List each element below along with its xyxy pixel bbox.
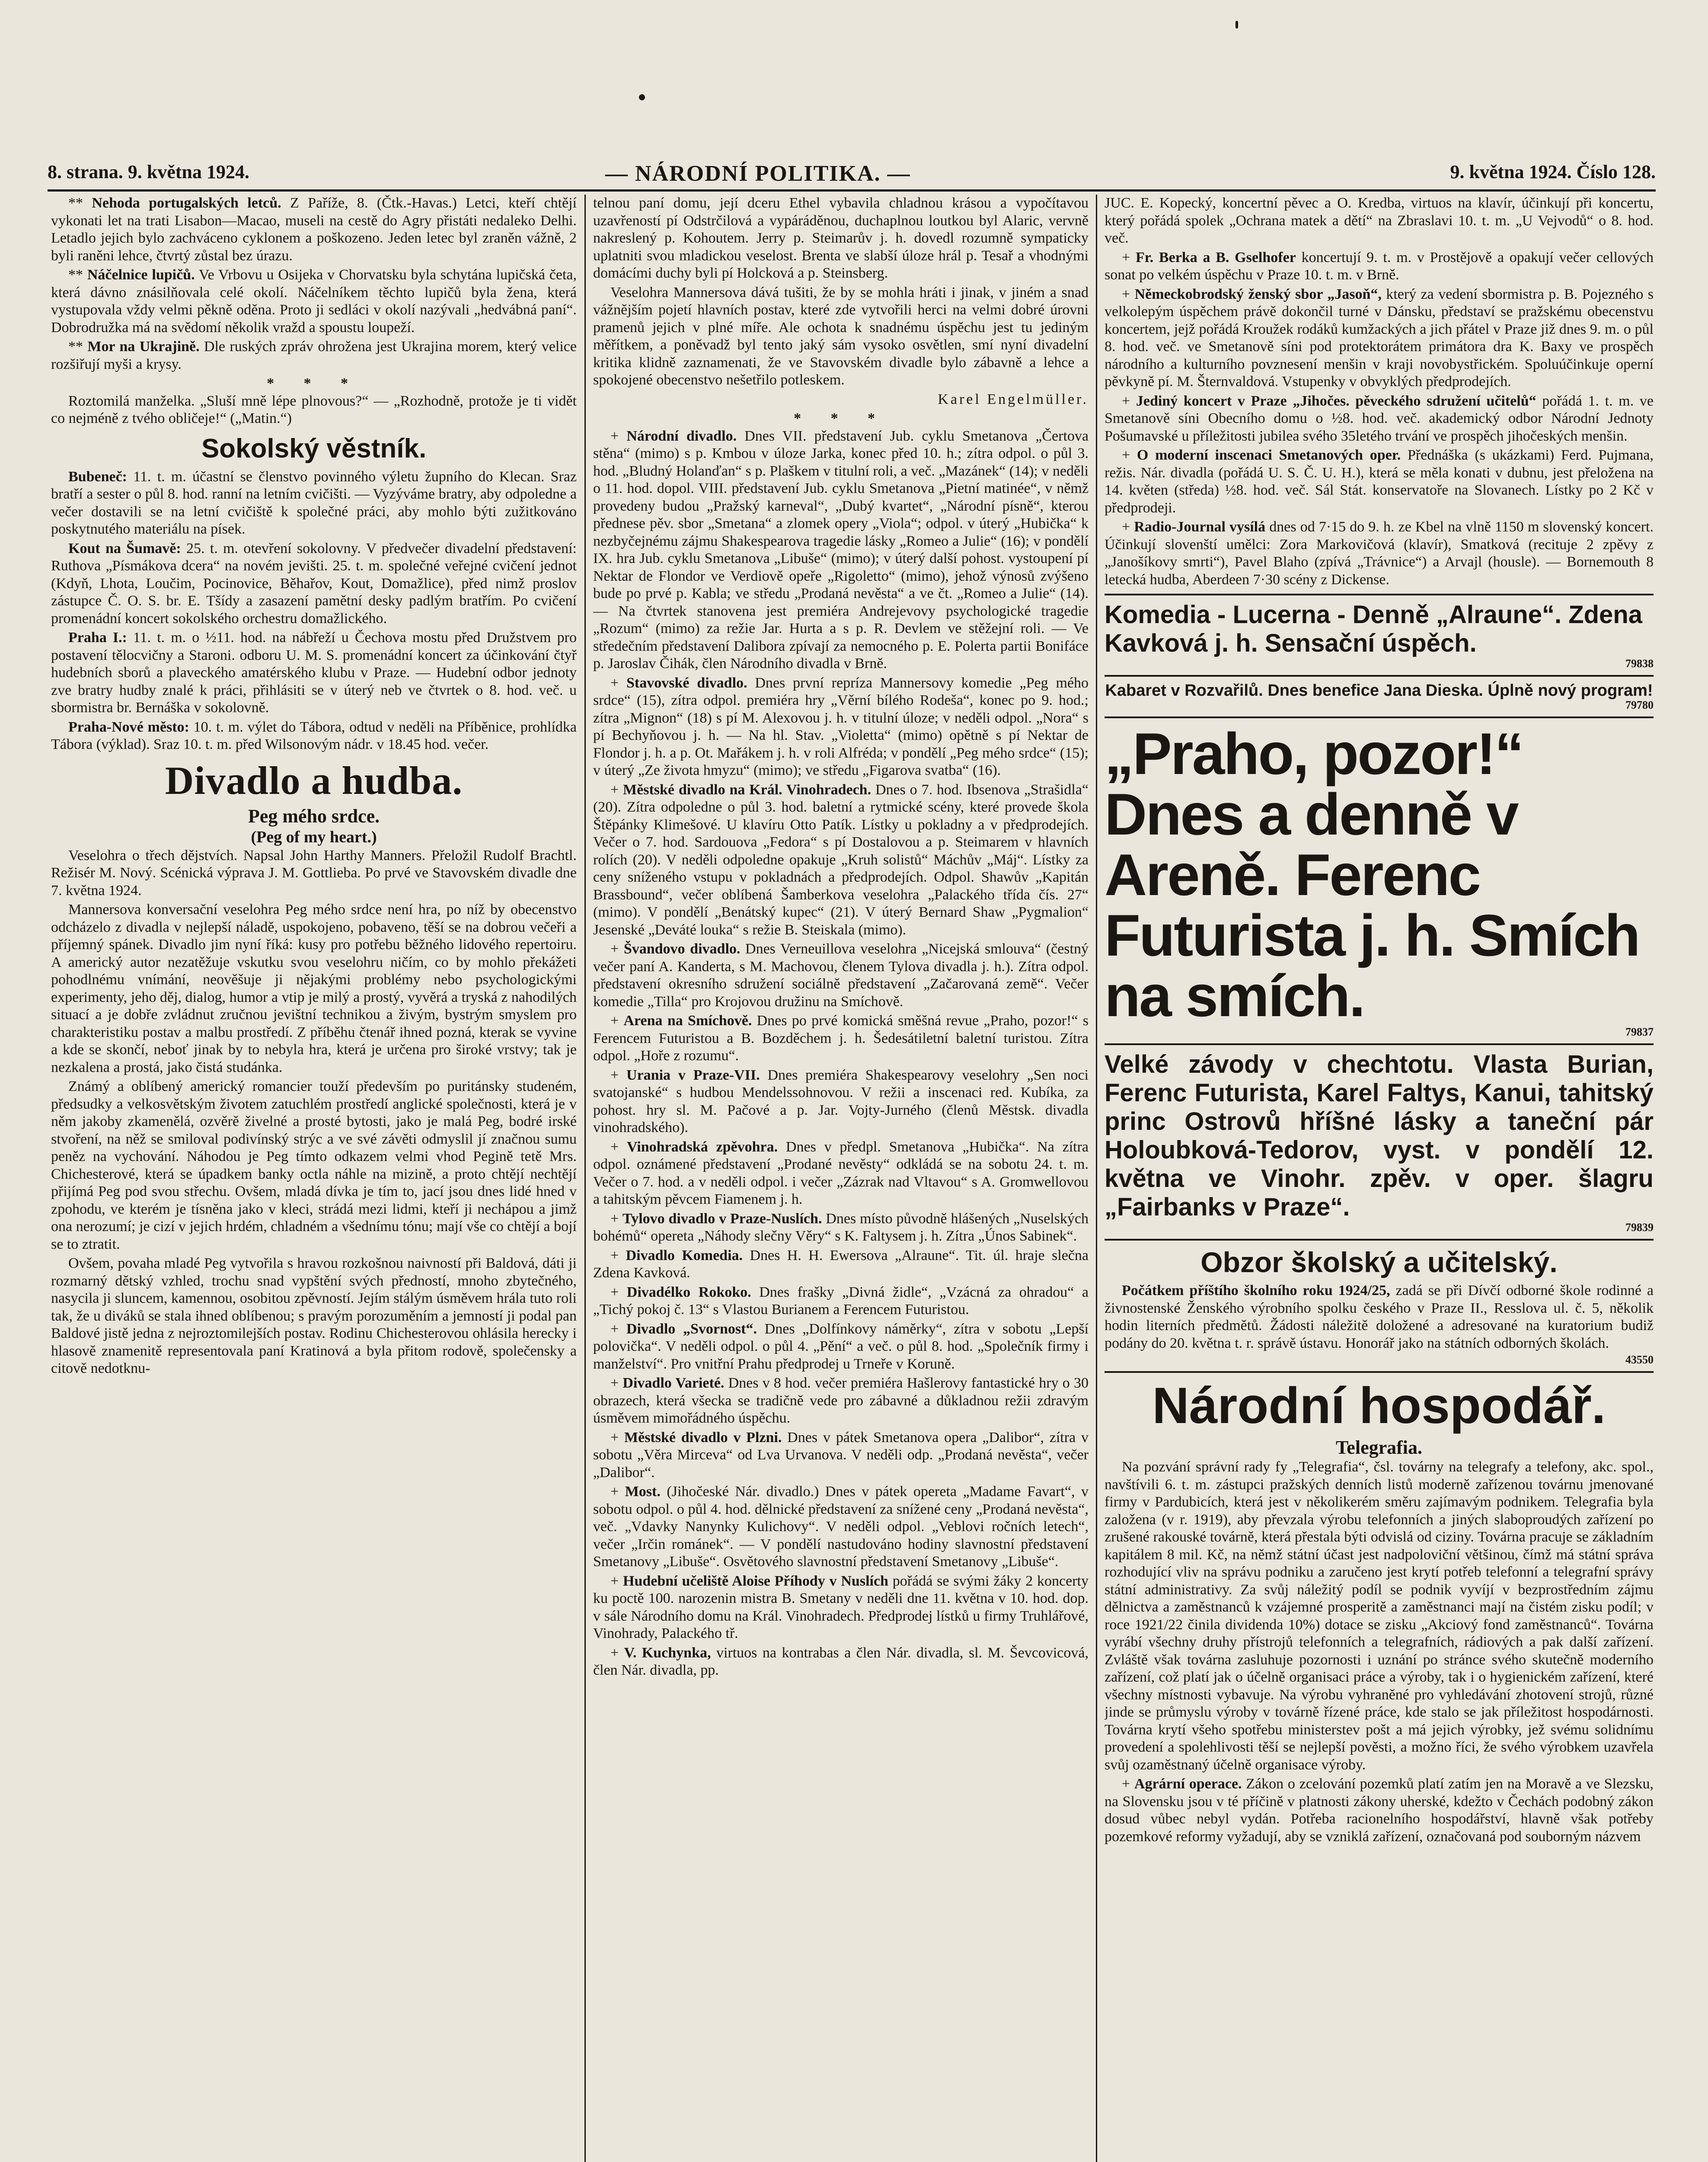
ad-number: 79838: [1625, 657, 1654, 670]
theatre-item-text: Dnes po prvé komická směšná revue „Praho, pozor!“ s Ferencem Futuristou a B. Bozděchem j. h. Šedesátiletní baletní turistou. Zítra odpol. „Hoře z rozumu“.: [593, 1013, 1089, 1064]
concert-item-text: Přednáška (s ukázkami) Ferd. Pujmana, režis. Nár. divadla (pořádá U. S. Č. U. H.), která se měla konati v dubnu, jest přeložena na 14. květen (středa) ½8. hod. več. Sál Stát. konservatoře na Slovanech. Lístky po 2 Kč v předprodeji.: [1105, 447, 1654, 516]
ad-zavody: Velké závody v chechtotu. Vlasta Burian, Ferenc Futurista, Karel Faltys, Kanui, tahitský princ Ostrovů hříšné lásky a taneční pár Holoubková-Tedorov, vyst. v pondělí 12. května ve Vinohr. zpěv. v oper. šlagru „Fairbanks v Praze“.: [1105, 1050, 1654, 1221]
column-3: [1105, 195, 1654, 2162]
news-item-title: Nehoda portugalských letců.: [92, 195, 281, 211]
section-divider: [1105, 1371, 1654, 1373]
news-item-title: Praha-Nové město:: [68, 719, 189, 735]
theatre-item: + Stavovské divadlo. Dnes první repríza Mannersovy komedie „Peg mého srdce“ (15), zítra odpol. premiéra hry „Věrní bílého Rodeša“, konec po 9. hod.; zítra „Mignon“ (18) s pí M. Alexovou j. h. v titulní úloze; v neděli odpol. „Nora“ s pí Bechyňovou j. h. — Na hl. Stav. „Violetta“ (mimo) opětně s pí Nektar de Flondor j. h. a p. Ot. Mařákem j. h. v roli Alfréda; v pondělí „Peg mého srdce“ (15); v úterý „Ze života hmyzu“ (mimo); ve středu „Figarova svatba“ (16).: [593, 675, 1089, 778]
ad-divider: [1105, 594, 1654, 595]
article-item-text: Zákon o zcelování pozemků platí zatím jen na Moravě a ve Slezsku, na Slovensku jsou v té příčině v platnosti zákony uherské, kdežto v Čechách podobný zákon dosud vůbec nebyl vydán. Potřeba racionelního hospodářství, hlavně však potřeby pozemkové reformy vyžadují, aby se vzniklá zařízení, označovaná pod souborným názvem: [1105, 1776, 1654, 1845]
article-item-title: Agrární operace.: [1134, 1776, 1242, 1792]
theatre-item-title: Městské divadlo na Král. Vinohradech.: [623, 781, 872, 798]
concert-item: + Německobrodský ženský sbor „Jasoň“, který za vedení sbormistra p. B. Pojezného s velkolepým úspěchem právě dokončil turné v Dánsku, představí se pražskému obecenstvu koncertem, jejž pořádá Kroužek rodáků kumžackých a jich přátel v Praze již dnes 9. m. o půl 8. hod. več. ve Smetanově síni pod protektorátem primátora dra K. Baxy ve prospěch národního a kulturního povznesení menšin v kraji novobystřickém. Spoluúčinkuje operní pěvkyně pí. M. Šternvaldová. Vstupenky v obvyklých předprodejích.: [1105, 286, 1654, 390]
theatre-item-title: Divadlo Komedia.: [626, 1247, 743, 1263]
ad-divider: [1105, 1043, 1654, 1045]
theatre-item: + Urania v Praze-VII. Dnes premiéra Shakespearovy veselohry „Sen noci svatojanské“ s hudbou Mendelssohnovou. V režii a inscenaci red. Kubíka, za pohost. hry sl. M. Pačové a p. Jar. Vojty-Jurného (členů Městsk. divadla vinohradského).: [593, 1067, 1089, 1135]
review-text: telnou paní domu, její dceru Ethel vybavila chladnou krásou a vypočítavou uzavřeností pí Odstrčilová a vypáráděnou, duchaplnou loutkou byl Alaric, vervně nakreslený p. Kohoutem. Jerry p. Steimarův j. h. dovedl rozumně sympaticky uplatniti svou mladickou veselost. Brenta ve slabší úloze hrál p. Tesař a vhodnými domácími duchy byli pí Holcková a p. Steinsberg.: [593, 195, 1089, 281]
ad-komedia: Komedia - Lucerna - Denně „Alraune“. Zdena Kavková j. h. Sensační úspěch.: [1105, 601, 1642, 657]
review-text: Veselohra o třech dějstvích. Napsal John Harthy Manners. Přeložil Rudolf Brachtl. Režisér M. Nový. Scénická výprava J. M. Gottlieba. Po prvé ve Stavovském divadle dne 7. května 1924.: [51, 847, 577, 899]
header-left: 8. strana. 9. května 1924.: [48, 161, 249, 182]
theatre-item-text: Dnes „Dolfínkovy náměrky“, zítra v sobotu „Lepší polovička“. V neděli odpol. o půl 4. „Pění“ a več. o půl 8. hod. „Společník firmy i manželství“. Pro vnitřní Prahu předprodej u Trneře v Koruně.: [593, 1321, 1089, 1372]
theatre-item-title: Divadlo Varieté.: [623, 1375, 725, 1391]
theatre-item-text: virtuos na kontrabas a člen Nár. divadla, sl. M. Ševcovicová, člen Nár. divadla, pp.: [593, 1644, 1089, 1678]
news-item: Roztomilá manželka. „Sluší mně lépe plnovous?“ — „Rozhodně, protože je ti vidět co nejméně z tvého obličeje!“ („Matin.“): [51, 393, 577, 426]
masthead: — NÁRODNÍ POLITIKA. —: [605, 161, 911, 186]
concert-item-title: Fr. Berka a B. Gselhofer: [1135, 249, 1296, 265]
news-item: ** Nehoda portugalských letců. Z Paříže, 8. (Čtk.-Havas.) Letci, kteří chtějí vykonati let na trati Lisabon—Macao, museli na cestě do Agry přistáti nedaleko Delhi. Letadlo jejich bylo zachváceno cyklonem a poškozeno. Jeden letec byl zraněn vážně, 2 byli raněni lehce, čtvrtý zůstal bez úrazu.: [51, 195, 577, 264]
theatre-item-text: pořádá se svými žáky 2 koncerty ku poctě 100. narozenin mistra B. Smetany v neděli dne 11. května v 10. hod. dop. v sále Národního domu na Král. Vinohradech. Předprodej lístků u firmy Truhlářové, Vinohrady, Palackého tř.: [593, 1573, 1089, 1641]
news-item-text: 11. t. m. o ½11. hod. na nábřeží u Čechova mostu před Družstvem pro postavení tělocvičny a Staroni. odboru U. M. S. promenádní koncert za účinkování čtyř hudebních sborů a plaveckého amatérského klubu v Praze. — Hudební odbor jednoty zve bratry hudby znalé k práci, přihlásiti se v úterý neb ve čtvrtek o 8. hod. več. u sbormistra br. Bernáška v sokolovně.: [51, 630, 577, 716]
theatre-item-title: Urania v Praze-VII.: [626, 1067, 760, 1083]
news-item-title: Praha I.:: [68, 630, 127, 646]
news-item-text: 10. t. m. výlet do Tábora, odtud v neděli na Příběnice, prohlídka Tábora (výklad). Sraz 10. t. m. před Wilsonovým nádr. v 18.45 hod. večer.: [51, 719, 577, 752]
theatre-item: + Divadlo „Svornost“. Dnes „Dolfínkovy náměrky“, zítra v sobotu „Lepší polovička“. V neděli odpol. o půl 4. „Pění“ a več. o půl 8. hod. „Společník firmy i manželství“. Pro vnitřní Prahu předprodej u Trneře v Koruně.: [593, 1321, 1089, 1372]
review-signature: Karel Engelmüller.: [938, 391, 1089, 407]
theatre-item: + Městské divadlo v Plzni. Dnes v pátek Smetanova opera „Dalibor“, zítra v sobotu „Věra Mirceva“ od Lva Urvanova. V neděli odp. „Prodaná nevěsta“, večer „Dalibor“.: [593, 1429, 1089, 1481]
theatre-item: + Národní divadlo. Dnes VII. představení Jub. cyklu Smetanova „Čertova stěna“ (mimo) s p. Kmbou v úloze Jarka, konec před 10. h.; zítra odpol. o půl 3. hod. „Bludný Holanďan“ s p. Plaškem v titulní roli, a več. „Mazánek“ (14); v neděli o 11. hod. dopol. VIII. představení Jub. cyklu Smetanova „Pietní matinée“, v němž provedeny budou „Pražský karneval“, „Dubý kvartet“, „Národní písně“, kterou přednese pěv. sbor „Smetana“ a zlomek opery „Viola“; odpol. v úterý „Hubička“ k nezbyčejnému zájmu Shakespearova tragedie lásky „Romeo a Julie“ (16); v pondělí IX. hra Jub. cyklu Smetanova „Libuše“ (mimo); v úterý další pohost. vystoupení pí Nektar de Flondor ve Verdiově opeře „Rigoletto“ (mimo), jehož výnosů zvýšeno bude po prvé p. Kabla; ve středu „Prodaná nevěsta“ a ve čt. „Romeo a Julie“ (14). — Na čtvrtek stanovena jest premiéra Andrejevovy psychologické tragedie „Rozum“ (mimo) za režie Jar. Hurta a s p. R. Devlem ve stěžejní roli. — Ve středečním představení Dalibora zpívají za nemocného p. E. Polerta partii Bonifáce p. Jaroslav Čihák, člen Národního divadla v Brně.: [593, 428, 1089, 672]
news-item: [51, 719, 577, 754]
page-header: [48, 161, 1656, 191]
theatre-item-title: Městské divadlo v Plzni.: [624, 1429, 782, 1446]
header-right: 9. května 1924. Číslo 128.: [1450, 161, 1656, 182]
section-title-obzor: Obzor školský a učitelský.: [1200, 1246, 1558, 1278]
ad-praho-pozor: „Praho, pozor!“ Dnes a denně v Areně. Ferenc Futurista j. h. Smích na smích.: [1105, 721, 1639, 1029]
theatre-item-title: Hudební učeliště Aloise Příhody v Nuslích: [623, 1573, 888, 1589]
news-item-text: 11. t. m. účastní se členstvo povinného výletu župního do Klecan. Sraz bratří a sester o půl 8. hod. ranní na letním cvičišti. — Vyzýváme bratry, aby odpoledne a večer dostavili se na letní cvičiště k společné práci, aby mohlo býti zužitkováno poskytnutého materiálu na písek.: [51, 468, 577, 537]
news-item-title: Kout na Šumavě:: [68, 540, 181, 556]
article-text: Na pozvání správní rady fy „Telegrafia“, čsl. továrny na telegrafy a telefony, akc. spol., navštívili 6. t. m. zástupci pražských denních listů moderně zařízenou továrnu jmenované firmy v Pardubicích, která jest v několikerém směru zajímavým podnikem. Telegrafia byla založena (v r. 1919), aby převzala výrobu telefonních a jiných slaboproudých zařízení po zrušené rakouské továrně, která přestala býti odvislá od ciziny. Továrna pracuje se základním kapitálem 8 mil. Kč, na němž státní účast jest nadpoloviční většinou, čímž má státní správa rozhodující vliv na správu podniku a zaručeno jest krytí potřeb telefonní a telegrafní správy státní administrativy. Za svůj náležitý podíl se podnik vyvíjí v bezprostředním zájmu dělnictva a zaměstnanců k vzájemné prosperitě a zaměstnanci mají na čistém zisku podíl; v roce 1921/22 činila dividenda 10%) dotace se zisku „Akciový fond zaměstnanců“. Továrna vyrábí všechny druhy přístrojů telefonních a telegrafních, rádiových a pak další zařízení. Zvláště však továrna zasluhuje pozornosti i uznání po stránce svého skutečně moderního zařízení, což platí jak o účelně organisaci práce a výroby, tak i o hygienickém zařízení, které všechny místnosti vybavuje. Na výrobu vyhraněné pro vyhledávání zhotovení strojů, různé jinde se průmyslu výroby v továrně řízené práce, kde stalo se jak příležitost hospodárnosti. Továrna krytí všeho spotřebu ministerstev pošt a má jejich výrobky, jež svému solidnímu provedení a spolehlivosti těší se nejlepší pověsti, a možno říci, že svého výrobkem uzavřela svůj ozaměstnaný účelně organisace výroby.: [1105, 1459, 1654, 1773]
concert-item-title: Německobrodský ženský sbor „Jasoň“,: [1134, 286, 1382, 302]
ad-divider: [1105, 716, 1654, 718]
concert-item: + O moderní inscenaci Smetanových oper. Přednáška (s ukázkami) Ferd. Pujmana, režis. Nár. divadla (pořádá U. S. Č. U. H.), která se měla konati v dubnu, jest přeložena na 14. květen (středa) ½8. hod. več. Sál Stát. konservatoře na Slovanech. Lístky po 2 Kč v předprodeji.: [1105, 447, 1654, 516]
theatre-item-title: Divadlo „Svornost“.: [626, 1321, 757, 1337]
theatre-item-text: Dnes místo původně hlášených „Nuselských bohémů“ opereta „Náhody slečny Věry“ s K. Faltysem j. h. Zítra „Únos Sabinek“.: [593, 1210, 1089, 1244]
news-item-text: Ve Vrbovu u Osijeka v Chorvatsku byla schytána lupičská četa, která dávno znásilňovala celé okolí. Náčelníkem těchto lupičů byla žena, která vystupovala vždy velmi pěkně oděna. Proto ji sedláci v okolí nazývali „hedvábná paní“. Dobrodružka má na svědomí několik vražd a spoustu loupeží.: [51, 267, 577, 336]
separator-stars: * * *: [794, 410, 888, 426]
theatre-item-title: Stavovské divadlo.: [626, 675, 747, 691]
theatre-item-title: Vinohradská zpěvohra.: [627, 1139, 778, 1155]
news-item-title: Náčelnice lupičů.: [87, 267, 195, 283]
ad-number: 79839: [1625, 1221, 1654, 1234]
column-rule-2: [1096, 195, 1097, 2162]
theatre-item-title: Švandovo divadlo.: [623, 941, 741, 957]
news-item: ** Mor na Ukrajině. Dle ruských zpráv ohrožena jest Ukrajina morem, který velice rozšiřují myši a krysy.: [51, 339, 577, 372]
theatre-item: + Tylovo divadlo v Praze-Nuslích. Dnes místo původně hlášených „Nuselských bohémů“ opereta „Náhody slečny Věry“ s K. Faltysem j. h. Zítra „Únos Sabinek“.: [593, 1210, 1089, 1244]
theatre-item: + Hudební učeliště Aloise Příhody v Nuslích pořádá se svými žáky 2 koncerty ku poctě 100. narozenin mistra B. Smetany v neděli dne 11. května v 10. hod. dop. v sále Národního domu na Král. Vinohradech. Předprodej lístků u firmy Truhlářové, Vinohrady, Palackého tř.: [593, 1573, 1089, 1641]
theatre-item-text: Dnes H. H. Ewersova „Alraune“. Tit. úl. hraje slečna Zdena Kavková.: [593, 1247, 1089, 1281]
ad-divider: [1105, 675, 1654, 677]
ink-speck: [639, 94, 645, 100]
review-title: Peg mého srdce.: [248, 805, 380, 827]
theatre-item-text: Dnes Verneuillova veselohra „Nicejská smlouva“ (čestný večer paní A. Kanderta, s M. Machovou, členem Tylova divadla j. h.). Zítra odpol. představení okresního sdružení sociálně představení „Začarovaná země“. Večer komedie „Tilla“ pro Krojovou družinu na Smíchově.: [593, 941, 1089, 1010]
news-item: [51, 629, 577, 717]
theatre-item-text: Dnes první repríza Mannersovy komedie „Peg mého srdce“ (15), zítra odpol. premiéra hry „Věrní bílého Rodeša“, konec po 9. hod.; zítra „Mignon“ (18) s pí M. Alexovou j. h. v titulní úloze; v neděli odpol. „Nora“ s pí Bechyňovou j. h. — Na hl. Stav. „Violetta“ (mimo) opětně s pí Nektar de Flondor j. h. a p. Ot. Mařákem j. h. v roli Alfréda; v pondělí „Peg mého srdce“ (15); v úterý „Ze života hmyzu“ (mimo); ve středu „Figarova svatba“ (16).: [593, 675, 1089, 778]
news-item-text: Z Paříže, 8. (Čtk.-Havas.) Letci, kteří chtějí vykonati let na trati Lisabon—Macao, museli na cestě do Agry přistáti nedaleko Delhi. Letadlo jejich bylo zachváceno cyklonem a poškozeno. Jeden letec byl zraněn vážně, 2 byli raněni lehce, čtvrtý zůstal bez úrazu.: [51, 195, 577, 264]
concert-item: + Jediný koncert v Praze „Jihočes. pěveckého sdružení učitelů“ pořádá 1. t. m. ve Smetanově síni Obecního domu o ½8. hod. več. akademický odbor Národní Jednoty Pošumavské u příležitosti jubilea svého 35letého trvání ve prospěch jihočeských menšin.: [1105, 393, 1654, 444]
theatre-item-text: Dnes v předpl. Smetanova „Hubička“. Na zítra odpol. oznámené představení „Prodané nevěsty“ odkládá se na sobotu 24. t. m. Večer o 7. hod. a v neděli odpol. i večer „Zázrak nad Vltavou“ s A. Gromwellovou a tahitským pěvcem Fiamenem j. h.: [593, 1139, 1089, 1207]
review-text: Známý a oblíbený americký romancier touží především po puritánsky studeném, předsudky a velkosvětským životem zatuchlém prostředí anglické společnosti, která je v něm jakoby zkamenělá, ozvěrě živelné a prosté bytosti, jako je malá Peg, bodré irské stvoření, na něž se smiloval podivínský strýc a ve své závěti odmyslil jí značnou sumu peněz na vychování. Náhodou je Peg tímto odkazem velmi vhod Pegině tetě Mrs. Chichesterové, která se úpadkem banky octla náhle na mizině, a proto chtějí nechtějí přijímá Peg pod svou střechu. Ovšem, mladá dívka je tím to, jací jsou dnes lidé hned v zpohodu, ve kterém je tísněna jako v kleci, strádá mezi lidmi, kteří ji nechápou a jimž ona nerozumí; je cizí v jejich hrdém, chladném a všednímu tónu; mají vše co chtějí a bojí se to ztratit.: [51, 1078, 577, 1252]
concert-item-text: koncertují 9. t. m. v Prostějově a opakují večer cellových sonat po velkém úspěchu v Praze 10. t. m. v Brně.: [1105, 249, 1654, 283]
column-2: [593, 195, 1089, 2162]
concert-item: + Fr. Berka a B. Gselhofer koncertují 9. t. m. v Prostějově a opakují večer cellových sonat po velkém úspěchu v Praze 10. t. m. v Brně.: [1105, 249, 1654, 283]
concert-item-title: Jediný koncert v Praze „Jihočes. pěveckého sdružení učitelů“: [1136, 393, 1536, 409]
theatre-item-text: Dnes frašky „Divná židle“, „Vzácná za ohradou“ a „Tichý pokoj č. 13“ s Vlastou Burianem a Ferencem Futuristou.: [593, 1284, 1089, 1318]
ad-divider: [1105, 1239, 1654, 1241]
theatre-item-title: Divadélko Rokoko.: [626, 1284, 751, 1300]
theatre-item-text: (Jihočeské Nár. divadlo.) Dnes v pátek opereta „Madame Favart“, v sobotu odpol. o půl 4. hod. dělnické představení za snížené ceny „Prodaná nevěsta“, več. „Vdavky Nanynky Kulichovy“. V neděli odpol. „Veblovi ročních letech“, večer „Irčin románek“. — V pondělí nastudováno hodiny slavnostní představení Smetanovy „Libuše“. Osvětového slavnostní představení Smetanovy „Libuše“.: [593, 1484, 1089, 1570]
news-item: ** Náčelnice lupičů. Ve Vrbovu u Osijeka v Chorvatsku byla schytána lupičská četa, která dávno znásilňovala celé okolí. Náčelníkem těchto lupičů byla žena, která vystupovala vždy velmi pěkně oděna. Proto ji sedláci v okolí nazývali „hedvábná paní“. Dobrodružka má na svědomí několik vražd a spoustu loupeží.: [51, 267, 577, 336]
news-item-text: Dle ruských zpráv ohrožena jest Ukrajina morem, který velice rozšiřují myši a krysy.: [51, 339, 577, 372]
separator-stars: * * *: [267, 375, 361, 391]
theatre-item: + Divadlo Komedia. Dnes H. H. Ewersova „Alraune“. Tit. úl. hraje slečna Zdena Kavková.: [593, 1247, 1089, 1281]
theatre-item-title: Most.: [625, 1484, 661, 1500]
theatre-item: + Divadélko Rokoko. Dnes frašky „Divná židle“, „Vzácná za ohradou“ a „Tichý pokoj č. 13“ s Vlastou Burianem a Ferencem Futuristou.: [593, 1284, 1089, 1318]
theatre-item-text: Dnes premiéra Shakespearovy veselohry „Sen noci svatojanské“ s hudbou Mendelssohnovou. V režii a inscenaci red. Kubíka, za pohost. hry sl. M. Pačové a p. Jar. Vojty-Jurného (členů Městsk. divadla vinohradského).: [593, 1067, 1089, 1135]
concert-item-text: pořádá 1. t. m. ve Smetanově síni Obecního domu o ½8. hod. več. akademický odbor Národní Jednoty Pošumavské u příležitosti jubilea svého 35letého trvání ve prospěch jihočeských menšin.: [1105, 393, 1654, 444]
school-item: [1105, 1282, 1654, 1352]
ad-number: 43550: [1625, 1353, 1654, 1366]
concert-item-text: dnes od 7·15 do 9. h. ze Kbel na vlně 1150 m slovenský koncert. Účinkují slovenští umělci: Zora Markovičová (klavír), Smatková (recituje 2 zpěvy z „Janošíkovy smrti“), Pavel Blaho (zpívá „Trávnice“) a Arvajl (housle). — Bornemouth 8 letecká hudba, Aberdeen 7·30 scény z Dickense.: [1105, 519, 1654, 588]
theatre-item-title: Národní divadlo.: [626, 428, 737, 444]
news-item-title: Bubeneč:: [68, 468, 127, 485]
theatre-item-title: V. Kuchynka,: [624, 1644, 711, 1661]
news-item-text: 25. t. m. otevření sokolovny. V předvečer divadelní představení: Ruthova „Písmákova dcera“ na novém jevišti. 25. t. m. společné veřejné cvičení jednot (Kdyň, Lhota, Loučim, Pocinovice, Běhařov, Kout, Domažlice), před nimž proslov zástupce Č. O. S. br. E. Tšídy a zasazení pamětní desky padlým bratřím. Po cvičení promenádní koncert sokolského orchestru domažlického.: [51, 540, 577, 627]
review-subtitle: (Peg of my heart.): [251, 828, 377, 846]
review-text: Veselohra Mannersova dává tušiti, že by se mohla hráti i jinak, v jiném a snad vážnějším pojetí hlavních postav, které zde vytvořili herci na velmi dobré úrovni pramenů jejich v plné míře. Ale ochota k snadnému úspěchu jest tu jediným měřítkem, a poněvadž byl tento jaký sám vysoko osvětlen, smí nyní divadelní kritika klidně zaznamenati, že ve Stavovském divadle bylo zábavně a lehce a spokojené obecenstvo nešetřilo potleskem.: [593, 284, 1089, 388]
concert-item-text: který za vedení sbormistra p. B. Pojezného s velkolepým úspěchem právě dokončil turné v Dánsku, představí se pražskému obecenstvu koncertem, jejž pořádá Kroužek rodáků kumžackých a jich přátel v Praze již dnes 9. m. o půl 8. hod. več. ve Smetanově síni pod protektorátem primátora dra K. Baxy ve prospěch národního a kulturního povznesení menšin v kraji novobystřickém. Spoluúčinkuje operní pěvkyně pí. M. Šternvaldová. Vstupenky v obvyklých předprodejích.: [1105, 286, 1654, 390]
column-1: [51, 195, 577, 2162]
section-title-hospodar: Národní hospodář.: [1152, 1377, 1606, 1434]
theatre-item-title: Arena na Smíchově.: [623, 1013, 752, 1029]
concert-item-title: Radio-Journal vysílá: [1134, 519, 1266, 535]
theatre-item: + Divadlo Varieté. Dnes v 8 hod. večer premiéra Hašlerovy fantastické hry o 30 obrazech, která všecka se tradičně vede pro zábavné a důkladnou režii zdravým úsměvem mimořádného úspěchu.: [593, 1375, 1089, 1426]
theatre-item: + V. Kuchynka, virtuos na kontrabas a člen Nár. divadla, sl. M. Ševcovicová, člen Nár. divadla, pp.: [593, 1644, 1089, 1678]
ink-speck: [1236, 21, 1238, 29]
school-item-text: zadá se při Dívčí odborné škole rodinné a živnostenské Ženského výrobního spolku českého v Praze II., Resslova ul. č. 5, několik hodin literních předmětů. Žádosti náležitě doložené a adresované na kuratorium budiž podány do 20. května t. r. správě ústavu. Honorář jako na státních odborných školách.: [1105, 1282, 1654, 1351]
theatre-item: + Vinohradská zpěvohra. Dnes v předpl. Smetanova „Hubička“. Na zítra odpol. oznámené představení „Prodané nevěsty“ odkládá se na sobotu 24. t. m. Večer o 7. hod. a v neděli odpol. i večer „Zázrak nad Vltavou“ s A. Gromwellovou a tahitským pěvcem Fiamenem j. h.: [593, 1139, 1089, 1207]
column-rule-1: [584, 195, 586, 2162]
school-item-title: Počátkem příštího školního roku 1924/25,: [1122, 1282, 1390, 1298]
theatre-item: + Švandovo divadlo. Dnes Verneuillova veselohra „Nicejská smlouva“ (čestný večer paní A. Kanderta, s M. Machovou, členem Tylova divadla j. h.). Zítra odpol. představení okresního sdružení sociálně představení „Začarovaná země“. Večer komedie „Tilla“ pro Krojovou družinu na Smíchově.: [593, 941, 1089, 1010]
theatre-item: + Arena na Smíchově. Dnes po prvé komická směšná revue „Praho, pozor!“ s Ferencem Futuristou a B. Bozděchem j. h. Šedesátiletní baletní turistou. Zítra odpol. „Hoře z rozumu“.: [593, 1013, 1089, 1064]
section-title-sokol: Sokolský věstník.: [201, 433, 427, 464]
review-text: Mannersova konversační veselohra Peg mého srdce není hra, po níž by obecenstvo odcházelo z divadla v nejlepší náladě, uspokojeno, pobaveno, těší se na dobrou večeři a příjemný spánek. Divadlo jim nyní říká: kusy pro potřebu běžného lidového repertoiru. A americký autor nezatěžuje vskutku svou veselohru ničím, co by mohlo překážeti pohodlnému vnímání, neověšuje ji nějakými problémy nebo psychologickými experimenty, jeho děj, dialog, humor a vtip je milý a prostý, vyvěrá a tryská z nahodilých situací a je dobře zvládnut zručnou jevištní technikou a živým, bystrým smyslem pro charakteristiku postav a malbu prostředí. Z příběhu čtenář ihned pozná, kterak se vyvine a kde se skončí, neboť jinak by to nebyla hra, která je určena pro široké vrstvy; tak je nezkalena a prostá, jako čistá studánka.: [51, 902, 577, 1075]
header-rule: [48, 189, 1656, 192]
concert-item-title: O moderní inscenaci Smetanových oper.: [1137, 447, 1401, 463]
concert-item: JUC. E. Kopecký, koncertní pěvec a O. Kredba, virtuos na klavír, účinkují při koncertu, který pořádá spolek „Ochrana matek a dětí“ na Zbraslavi 10. t. m. „U Vejvodů“ o 8. hod. več.: [1105, 195, 1654, 246]
theatre-item: + Most. (Jihočeské Nár. divadlo.) Dnes v pátek opereta „Madame Favart“, v sobotu odpol. o půl 4. hod. dělnické představení za snížené ceny „Prodaná nevěsta“, več. „Vdavky Nanynky Kulichovy“. V neděli odpol. „Veblovi ročních letech“, večer „Irčin románek“. — V pondělí nastudováno hodiny slavnostní představení Smetanovy „Libuše“. Osvětového slavnostní představení Smetanovy „Libuše“.: [593, 1484, 1089, 1570]
ad-kabaret: Kabaret v Rozvařilů. Dnes benefice Jana Dieska. Úplně nový program!: [1105, 681, 1653, 700]
theatre-item-title: Tylovo divadlo v Praze-Nuslích.: [623, 1210, 822, 1227]
theatre-item: + Městské divadlo na Král. Vinohradech. Dnes o 7. hod. Ibsenova „Strašidla“ (20). Zítra odpoledne o půl 3. hod. baletní a rytmické scény, které provede škola Štěpánky Klimešové. U klavíru Otto Patík. Lístky u pokladny a v předprodejích. Večer o 7. hod. Sardouova „Fedora“ s pí Dostalovou a p. Steimarem v hlavních rolích (20). V neděli odpoledne opakuje „Kruh solistů“ Máchův „Máj“. Lístky za ceny sníženého vstupu v pokladnách a předprodejích. Odpol. Shawův „Kapitán Brassbound“, večer oblíbená Šamberkova veselohra „Palackého třída čís. 27“ (mimo). V pondělí „Benátský kupec“ (21). V úterý Bernard Shaw „Pygmalion“ Jesenské „Deváté louka“ s režie B. Steiskala (mimo).: [593, 781, 1089, 938]
ad-number: 79780: [1625, 699, 1654, 711]
ad-number: 79837: [1625, 1026, 1654, 1038]
news-item: [51, 468, 577, 538]
news-item: [51, 540, 577, 628]
concert-item: + Radio-Journal vysílá dnes od 7·15 do 9. h. ze Kbel na vlně 1150 m slovenský koncert. Účinkují slovenští umělci: Zora Markovičová (klavír), Smatková (recituje 2 zpěvy z „Janošíkovy smrti“), Pavel Blaho (zpívá „Trávnice“) a Arvajl (housle). — Bornemouth 8 letecká hudba, Aberdeen 7·30 scény z Dickense.: [1105, 519, 1654, 588]
article-item: + Agrární operace. Zákon o zcelování pozemků platí zatím jen na Moravě a ve Slezsku, na Slovensku jsou v té příčině v platnosti zákony uherské, kdežto v Čechách podobný zákon dosud vůbec nebyl vydán. Potřeba racionelního hospodářství, hlavně však potřeby pozemkové reformy vyžadují, aby se vzniklá zařízení, označovaná pod souborným názvem: [1105, 1776, 1654, 1845]
article-title: Telegrafia.: [1336, 1437, 1422, 1458]
news-item-title: Mor na Ukrajině.: [87, 339, 200, 355]
theatre-item-text: Dnes v pátek Smetanova opera „Dalibor“, zítra v sobotu „Věra Mirceva“ od Lva Urvanova. V neděli odp. „Prodaná nevěsta“, večer „Dalibor“.: [593, 1429, 1089, 1481]
review-text: Ovšem, povaha mladé Peg vytvořila s hravou rozkošnou naivností při Baldová, dáti ji rozmarný dětský vzhled, trochu snad vypštění svých předností, mnoho zbytečného, nasycila ji sluncem, kamennou, osobitou zpěvností. Jejím stálým úsměvem hrála tuto roli tak, že u diváků se stala ihned oblíbenou; s pravým porozuměním a jemností ji podal pan Baldové jistě jedna z nejroztomilejších postav. Rodinu Chichesterovou ohlásila herecky i hlasově znamenitě representovala paní Kratinová a byla přitom rodově, společensky a citově nedotknu-: [51, 1255, 577, 1376]
theatre-item-text: Dnes o 7. hod. Ibsenova „Strašidla“ (20). Zítra odpoledne o půl 3. hod. baletní a rytmické scény, které provede škola Štěpánky Klimešové. U klavíru Otto Patík. Lístky u pokladny a v předprodejích. Večer o 7. hod. Sardouova „Fedora“ s pí Dostalovou a p. Steimarem v hlavních rolích (20). V neděli odpoledne opakuje „Kruh solistů“ Máchův „Máj“. Lístky za ceny sníženého vstupu v pokladnách a předprodejích. Odpol. Shawův „Kapitán Brassbound“, večer oblíbená Šamberkova veselohra „Palackého třída čís. 27“ (mimo). V pondělí „Benátský kupec“ (21). V úterý Bernard Shaw „Pygmalion“ Jesenské „Deváté louka“ s režie B. Steiskala (mimo).: [593, 781, 1089, 938]
theatre-item-text: Dnes VII. představení Jub. cyklu Smetanova „Čertova stěna“ (mimo) s p. Kmbou v úloze Jarka, konec před 10. h.; zítra odpol. o půl 3. hod. „Bludný Holanďan“ s p. Plaškem v titulní roli, a več. „Mazánek“ (14); v neděli o 11. hod. dopol. VIII. představení Jub. cyklu Smetanova „Pietní matinée“, v němž provedeny budou „Pražský karneval“, „Dubý kvartet“, „Národní písně“, kterou přednese pěv. sbor „Smetana“ a zlomek opery „Viola“; odpol. v úterý „Hubička“ k nezbyčejnému zájmu Shakespearova tragedie lásky „Romeo a Julie“ (16); v pondělí IX. hra Jub. cyklu Smetanova „Libuše“ (mimo); v úterý další pohost. vystoupení pí Nektar de Flondor ve Verdiově opeře „Rigoletto“ (mimo), jehož výnosů zvýšeno bude po prvé p. Kabla; ve středu „Prodaná nevěsta“ a ve čt. „Romeo a Julie“ (14). — Na čtvrtek stanovena jest premiéra Andrejevovy psychologické tragedie „Rozum“ (mimo) za režie Jar. Hurta a s p. R. Devlem ve stěžejní roli. — Ve středečním představení Dalibora zpívají za nemocného p. E. Polerta partii Bonifáce p. Jaroslav Čihák, člen Národního divadla v Brně.: [593, 428, 1089, 672]
section-title-divadlo: Divadlo a hudba.: [165, 758, 463, 803]
theatre-item-text: Dnes v 8 hod. večer premiéra Hašlerovy fantastické hry o 30 obrazech, která všecka se tradičně vede pro zábavné a důkladnou režii zdravým úsměvem mimořádného úspěchu.: [593, 1375, 1089, 1426]
